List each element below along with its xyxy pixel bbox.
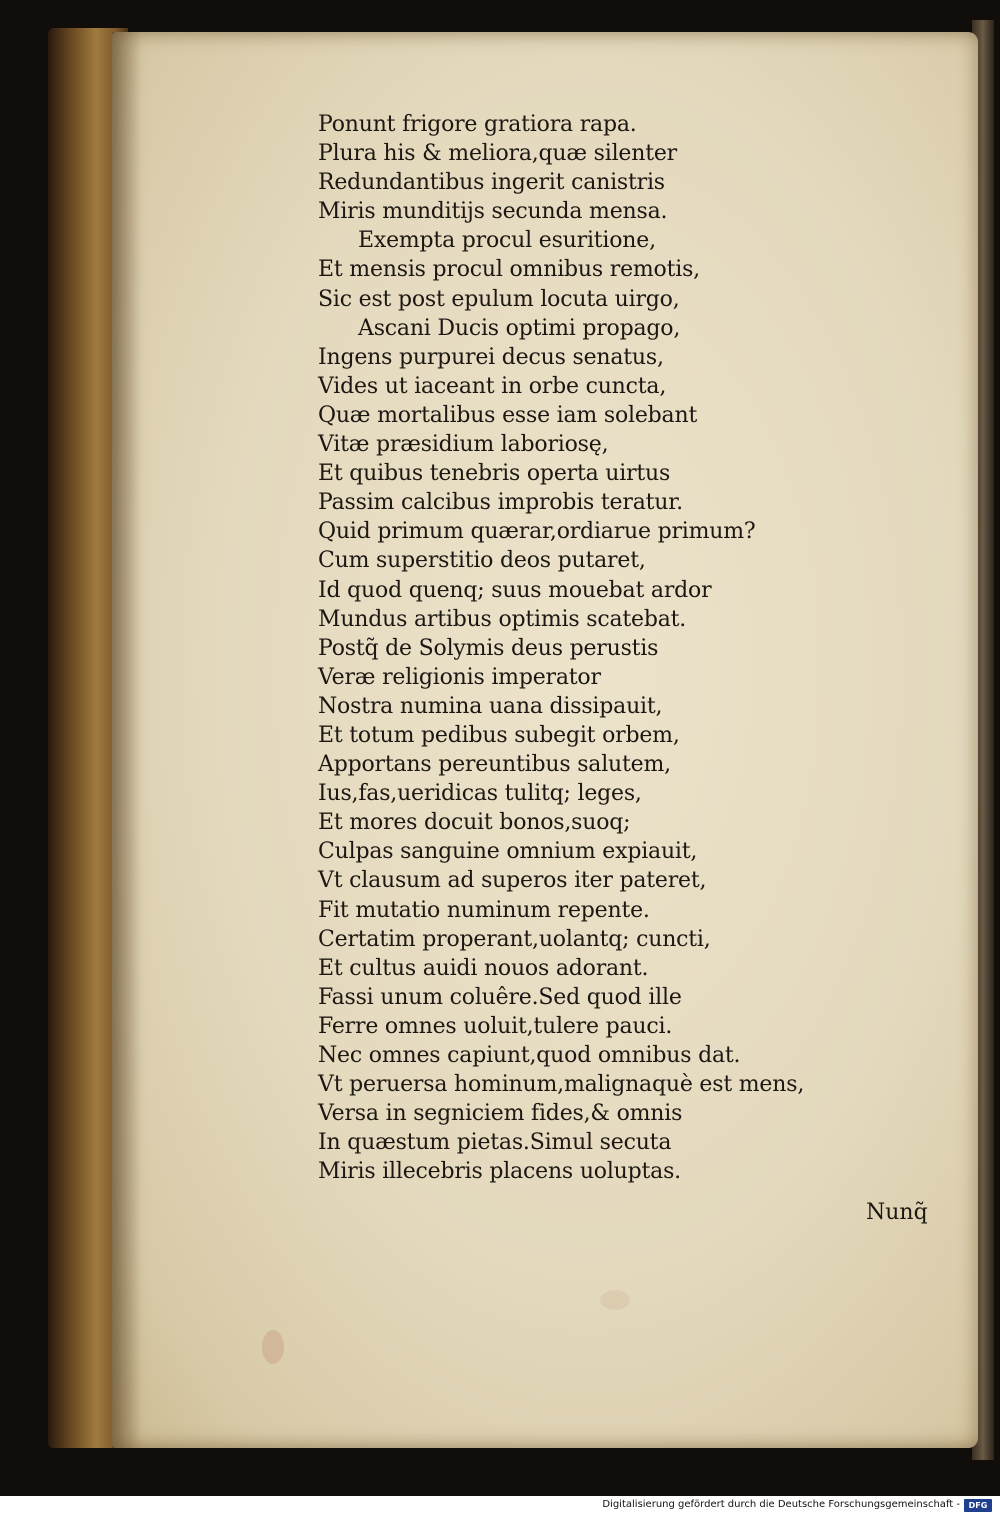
poem-text bbox=[318, 110, 878, 1186]
poem-line: Et mensis procul omnibus remotis, bbox=[318, 257, 700, 283]
poem-line: Cum superstitio deos putaret, bbox=[318, 548, 646, 574]
poem-line: Mundus artibus optimis scatebat. bbox=[318, 606, 687, 632]
poem-line: Redundantibus ingerit canistris bbox=[318, 170, 665, 196]
digitization-footer bbox=[0, 1496, 1000, 1516]
poem-line: Vitæ præsidium laboriosę, bbox=[318, 432, 609, 458]
poem-line: Ponunt frigore gratiora rapa. bbox=[318, 112, 637, 137]
poem-line: Fit mutatio numinum repente. bbox=[318, 897, 650, 923]
poem-line: Vt peruersa hominum,malignaquè est mens, bbox=[318, 1072, 805, 1098]
poem-line: Culpas sanguine omnium expiauit, bbox=[318, 839, 698, 865]
poem-line: Ius,fas,ueridicas tulitq; leges, bbox=[318, 781, 642, 807]
poem-line: Et mores docuit bonos,suoq; bbox=[318, 810, 631, 836]
poem-line: Et quibus tenebris operta uirtus bbox=[318, 461, 671, 487]
poem-line: Ascani Ducis optimi propago, bbox=[358, 315, 681, 341]
footer-credit: Digitalisierung gefördert durch die Deutsche Forschungsgemeinschaft - bbox=[602, 1499, 960, 1510]
poem-line: Exempta procul esuritione, bbox=[358, 228, 656, 254]
poem-line: Ferre omnes uoluit,tulere pauci. bbox=[318, 1013, 673, 1039]
poem-line: Certatim properant,uolantq; cuncti, bbox=[318, 926, 711, 952]
poem-line: Passim calcibus improbis teratur. bbox=[318, 490, 683, 516]
poem-line: In quæstum pietas.Simul secuta bbox=[318, 1130, 672, 1156]
poem-line: Quid primum quærar,ordiarue primum? bbox=[318, 519, 756, 545]
dfg-logo-icon: DFG bbox=[964, 1499, 992, 1512]
poem-line: Nostra numina uana dissipauit, bbox=[318, 693, 663, 719]
poem-line: Veræ religionis imperator bbox=[318, 664, 601, 690]
poem-line: Fassi unum coluêre.Sed quod ille bbox=[318, 984, 682, 1010]
poem-line: Sic est post epulum locuta uirgo, bbox=[318, 286, 680, 312]
poem-line: Plura his & meliora,quæ silenter bbox=[318, 141, 677, 167]
gutter-shadow bbox=[112, 32, 142, 1448]
poem-line: Vides ut iaceant in orbe cuncta, bbox=[318, 373, 667, 399]
poem-line: Postq̃ de Solymis deus perustis bbox=[318, 635, 659, 661]
poem-line: Miris munditijs secunda mensa. bbox=[318, 199, 668, 225]
poem-line: Vt clausum ad superos iter pateret, bbox=[318, 868, 707, 894]
catchword: Nunq̃ bbox=[866, 1200, 928, 1225]
poem-line: Et totum pedibus subegit orbem, bbox=[318, 722, 680, 748]
page-stain bbox=[262, 1330, 284, 1364]
poem-line: Ingens purpurei decus senatus, bbox=[318, 344, 664, 370]
poem-line: Apportans pereuntibus salutem, bbox=[318, 752, 671, 778]
page-stain bbox=[600, 1290, 630, 1310]
poem-line: Et cultus auidi nouos adorant. bbox=[318, 955, 649, 981]
poem-line: Versa in segniciem fides,& omnis bbox=[318, 1101, 683, 1127]
poem-line: Nec omnes capiunt,quod omnibus dat. bbox=[318, 1043, 741, 1068]
poem-line: Miris illecebris placens uoluptas. bbox=[318, 1159, 681, 1185]
poem-line: Id quod quenq; suus mouebat ardor bbox=[318, 577, 712, 603]
poem-line: Quæ mortalibus esse iam solebant bbox=[318, 402, 698, 428]
